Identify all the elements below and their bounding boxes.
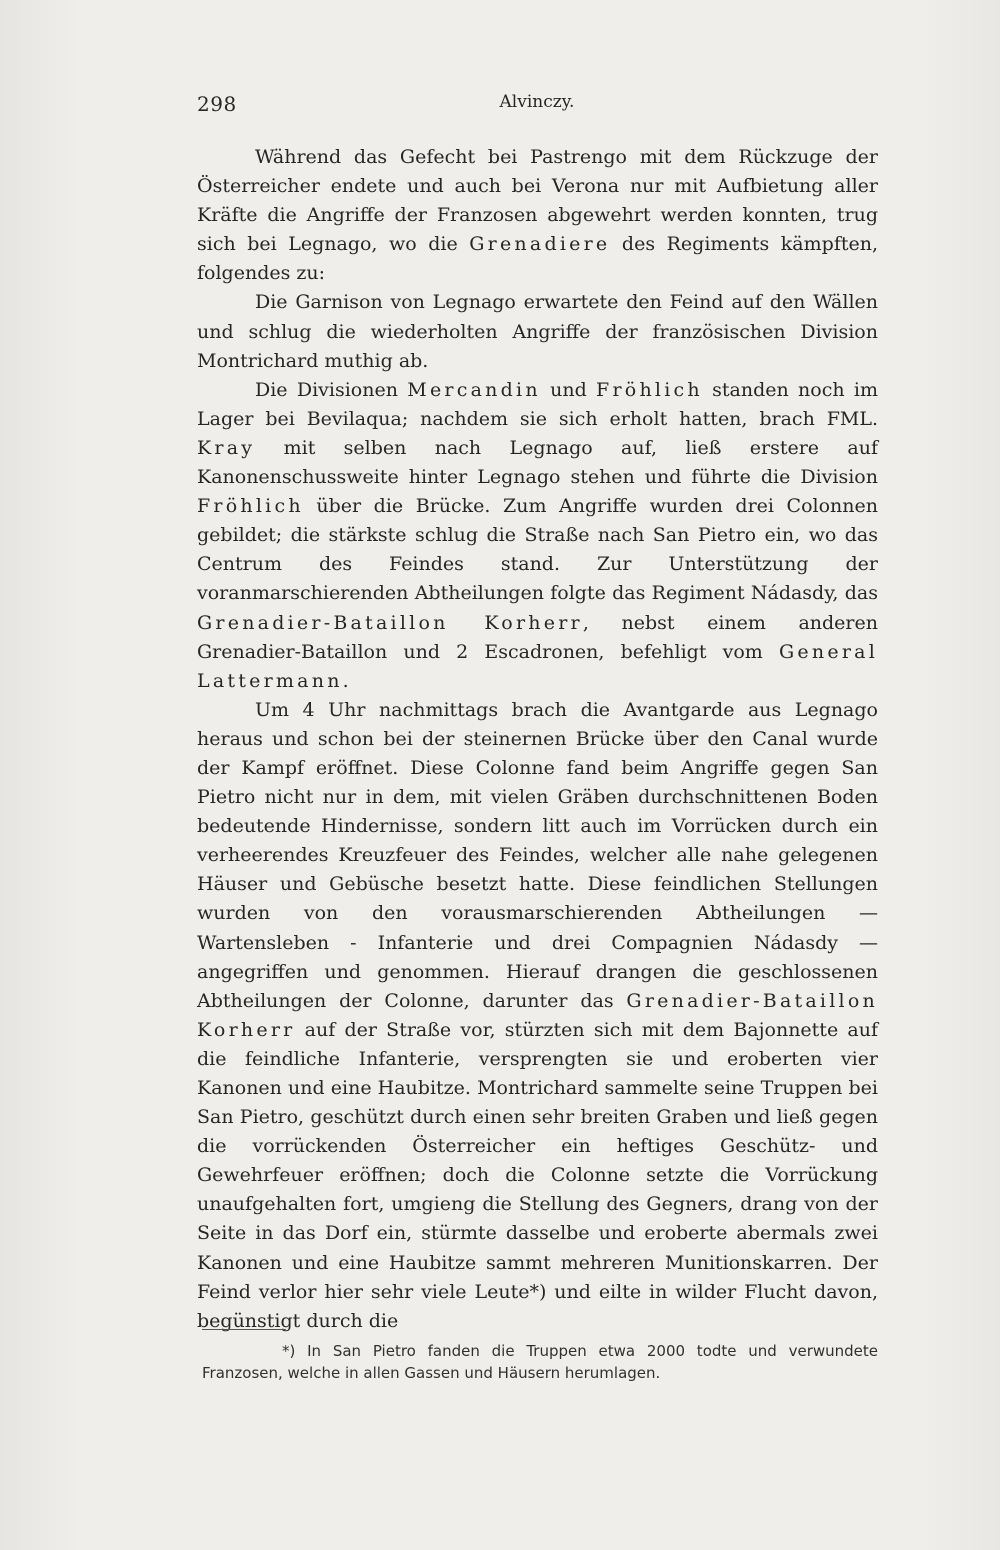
spaced-emphasis: Grenadier-Bataillon Korherr <box>197 611 583 634</box>
text-run: standen noch im Lager bei Bevilaqua; nachdem sie sich erholt hatten, brach FML. <box>197 378 879 430</box>
spaced-emphasis: Fröhlich <box>596 378 703 401</box>
spaced-emphasis: Fröhlich <box>197 495 304 518</box>
text-run: Die Garnison von Legnago erwartete den Feind auf den Wällen und schlug die wiederholten Angriffe der französischen Division Montrichard muthig ab. <box>197 291 878 372</box>
text-run: auf der Straße vor, stürzten sich mit dem Bajonnette auf die feindliche Infanterie, versprengten sie und eroberten vier Kanonen und eine Haubitze. Montrichard sammelte seine Truppen bei San Pietro, geschützt durch einen sehr breiten Graben und ließ gegen die vorrückenden Österreicher ein heftiges Geschütz- und Gewehrfeuer eröffnen; doch die Colonne setzte die Vorrückung unaufgehalten fort, umgieng die Stellung des Gegners, drang von der Seite in das Dorf ein, stürmte dasselbe und eroberte abermals zwei Kanonen und eine Haubitze sammt mehreren Munitionskarren. Der Feind verlor hier sehr viele Leute*) und eilte in wilder Flucht davon, begünstigt durch die <box>197 1018 878 1332</box>
paragraph-3 <box>197 376 878 696</box>
text-run: Die Divisionen <box>255 378 408 401</box>
text-run: . <box>342 669 349 692</box>
spaced-emphasis: Kray <box>197 436 256 459</box>
text-run: und <box>540 378 597 401</box>
paragraph-1 <box>197 143 878 288</box>
spaced-emphasis: Mercandin <box>407 378 541 401</box>
spaced-emphasis: General Lattermann <box>197 640 878 692</box>
paragraph-2 <box>197 288 878 375</box>
text-run: Um 4 Uhr nachmittags brach die Avantgarde aus Legnago heraus und schon bei der steinernen Brücke über den Canal wurde der Kampf eröffnet. Diese Colonne fand beim Angriffe gegen San Pietro nicht nur in dem, mit vielen Gräben durchschnittenen Boden bedeutende Hindernisse, sondern litt auch im Vorrücken durch ein verheerendes Kreuzfeuer des Feindes, welcher alle nahe gelegenen Häuser und Gebüsche besetzt hatte. Diese feindlichen Stellungen wurden von den vorausmarschierenden Abtheilungen — Wartensleben - Infanterie und drei Compagnien Nádasdy — angegriffen und genommen. Hierauf drangen die geschlossenen Abtheilungen der Colonne, darunter das <box>197 698 878 1012</box>
text-run: mit selben nach Legnago auf, ließ erstere auf Kanonenschussweite hinter Legnago stehen und führte die Division <box>197 436 878 489</box>
footnote: *) In San Pietro fanden die Truppen etwa 2000 todte und verwundete Franzosen, welche in allen Gassen und Häusern herumlagen. <box>202 1342 878 1382</box>
spaced-emphasis: Grenadiere <box>469 233 611 256</box>
body-text <box>197 143 878 1336</box>
text-run: des Regiments kämpften, folgendes zu: <box>197 233 879 285</box>
page-header <box>197 92 877 120</box>
page-number: 298 <box>197 92 237 116</box>
text-run: Während das Gefecht bei Pastrengo mit dem Rückzuge der Österreicher endete und auch bei Verona nur mit Aufbietung aller Kräfte die Angriffe der Franzosen abgewehrt werden konnten, trug sich bei Legnago, wo die <box>197 146 878 256</box>
text-run: , nebst einem anderen Grenadier-Bataillon und 2 Escadronen, befehligt vom <box>197 611 878 663</box>
paragraph-4 <box>197 696 878 1336</box>
footnote-rule <box>202 1329 286 1330</box>
running-title: Alvinczy. <box>499 92 575 112</box>
spaced-emphasis: Grenadier-Bataillon Korherr <box>197 989 878 1041</box>
text-run: über die Brücke. Zum Angriffe wurden drei Colonnen gebildet; die stärkste schlug die Straße nach San Pietro ein, wo das Centrum des Feindes stand. Zur Unterstützung der voranmarschierenden Abtheilungen folgte das Regiment Nádasdy, das <box>197 495 878 605</box>
